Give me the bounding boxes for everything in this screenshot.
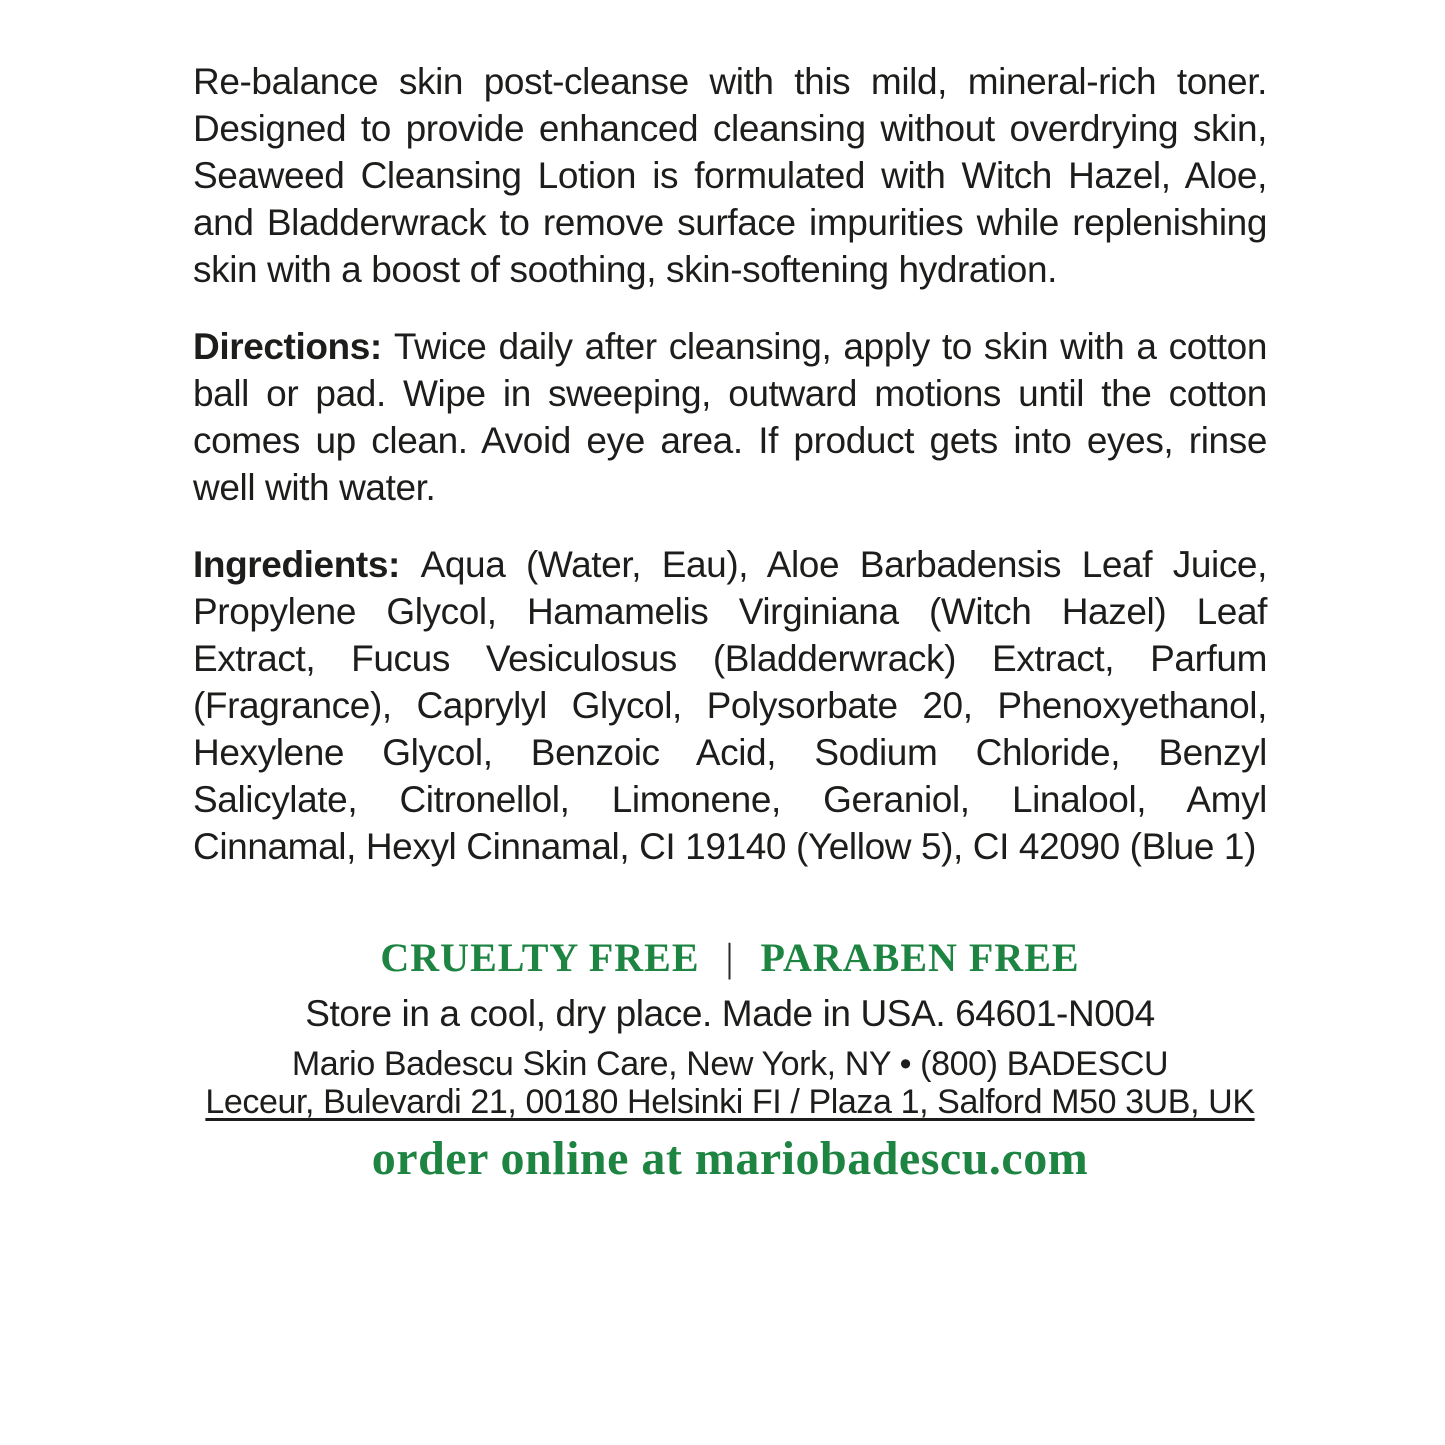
ingredients-label: Ingredients:: [193, 544, 400, 585]
badge-separator: |: [725, 935, 735, 980]
label-text-block: [193, 0, 1267, 1186]
paraben-free-badge: PARABEN FREE: [760, 935, 1080, 980]
directions-label: Directions:: [193, 326, 382, 367]
directions-paragraph: [193, 323, 1267, 511]
order-online-line: order online at mariobadescu.com: [371, 1132, 1089, 1185]
label-footer-block: [193, 934, 1267, 1186]
company-line: Mario Badescu Skin Care, New York, NY • (800) BADESCU: [291, 1045, 1169, 1083]
description-paragraph: [193, 58, 1267, 293]
description-text: Re-balance skin post-cleanse with this mild, mineral-rich toner. Designed to provide enhanced cleansing without overdrying skin, Seaweed Cleansing Lotion is formulated with Witch Hazel, Aloe, and Bladderwrack to remove surface impurities while replenishing skin with a boost of soothing, skin-softening hydration.: [193, 61, 1267, 290]
ingredients-text: Aqua (Water, Eau), Aloe Barbadensis Leaf Juice, Propylene Glycol, Hamamelis Virginiana (Witch Hazel) Leaf Extract, Fucus Vesiculosus (Bladderwrack) Extract, Parfum (Fragrance), Caprylyl Glycol, Polysorbate 20, Phenoxyethanol, Hexylene Glycol, Benzoic Acid, Sodium Chloride, Benzyl Salicylate, Citronellol, Limonene, Geraniol, Linalool, Amyl Cinnamal, Hexyl Cinnamal, CI 19140 (Yellow 5), CI 42090 (Blue 1): [193, 544, 1267, 867]
ingredients-paragraph: [193, 541, 1267, 870]
storage-line: Store in a cool, dry place. Made in USA. 64601-N004: [305, 993, 1155, 1034]
directions-text: Twice daily after cleansing, apply to skin with a cotton ball or pad. Wipe in sweeping, outward motions until the cotton comes up clean. Avoid eye area. If product gets into eyes, rinse well with water.: [193, 326, 1267, 508]
badges-line: [193, 934, 1267, 981]
address-line: Leceur, Bulevardi 21, 00180 Helsinki FI / Plaza 1, Salford M50 3UB, UK: [205, 1083, 1255, 1121]
cruelty-free-badge: CRUELTY FREE: [380, 935, 700, 980]
